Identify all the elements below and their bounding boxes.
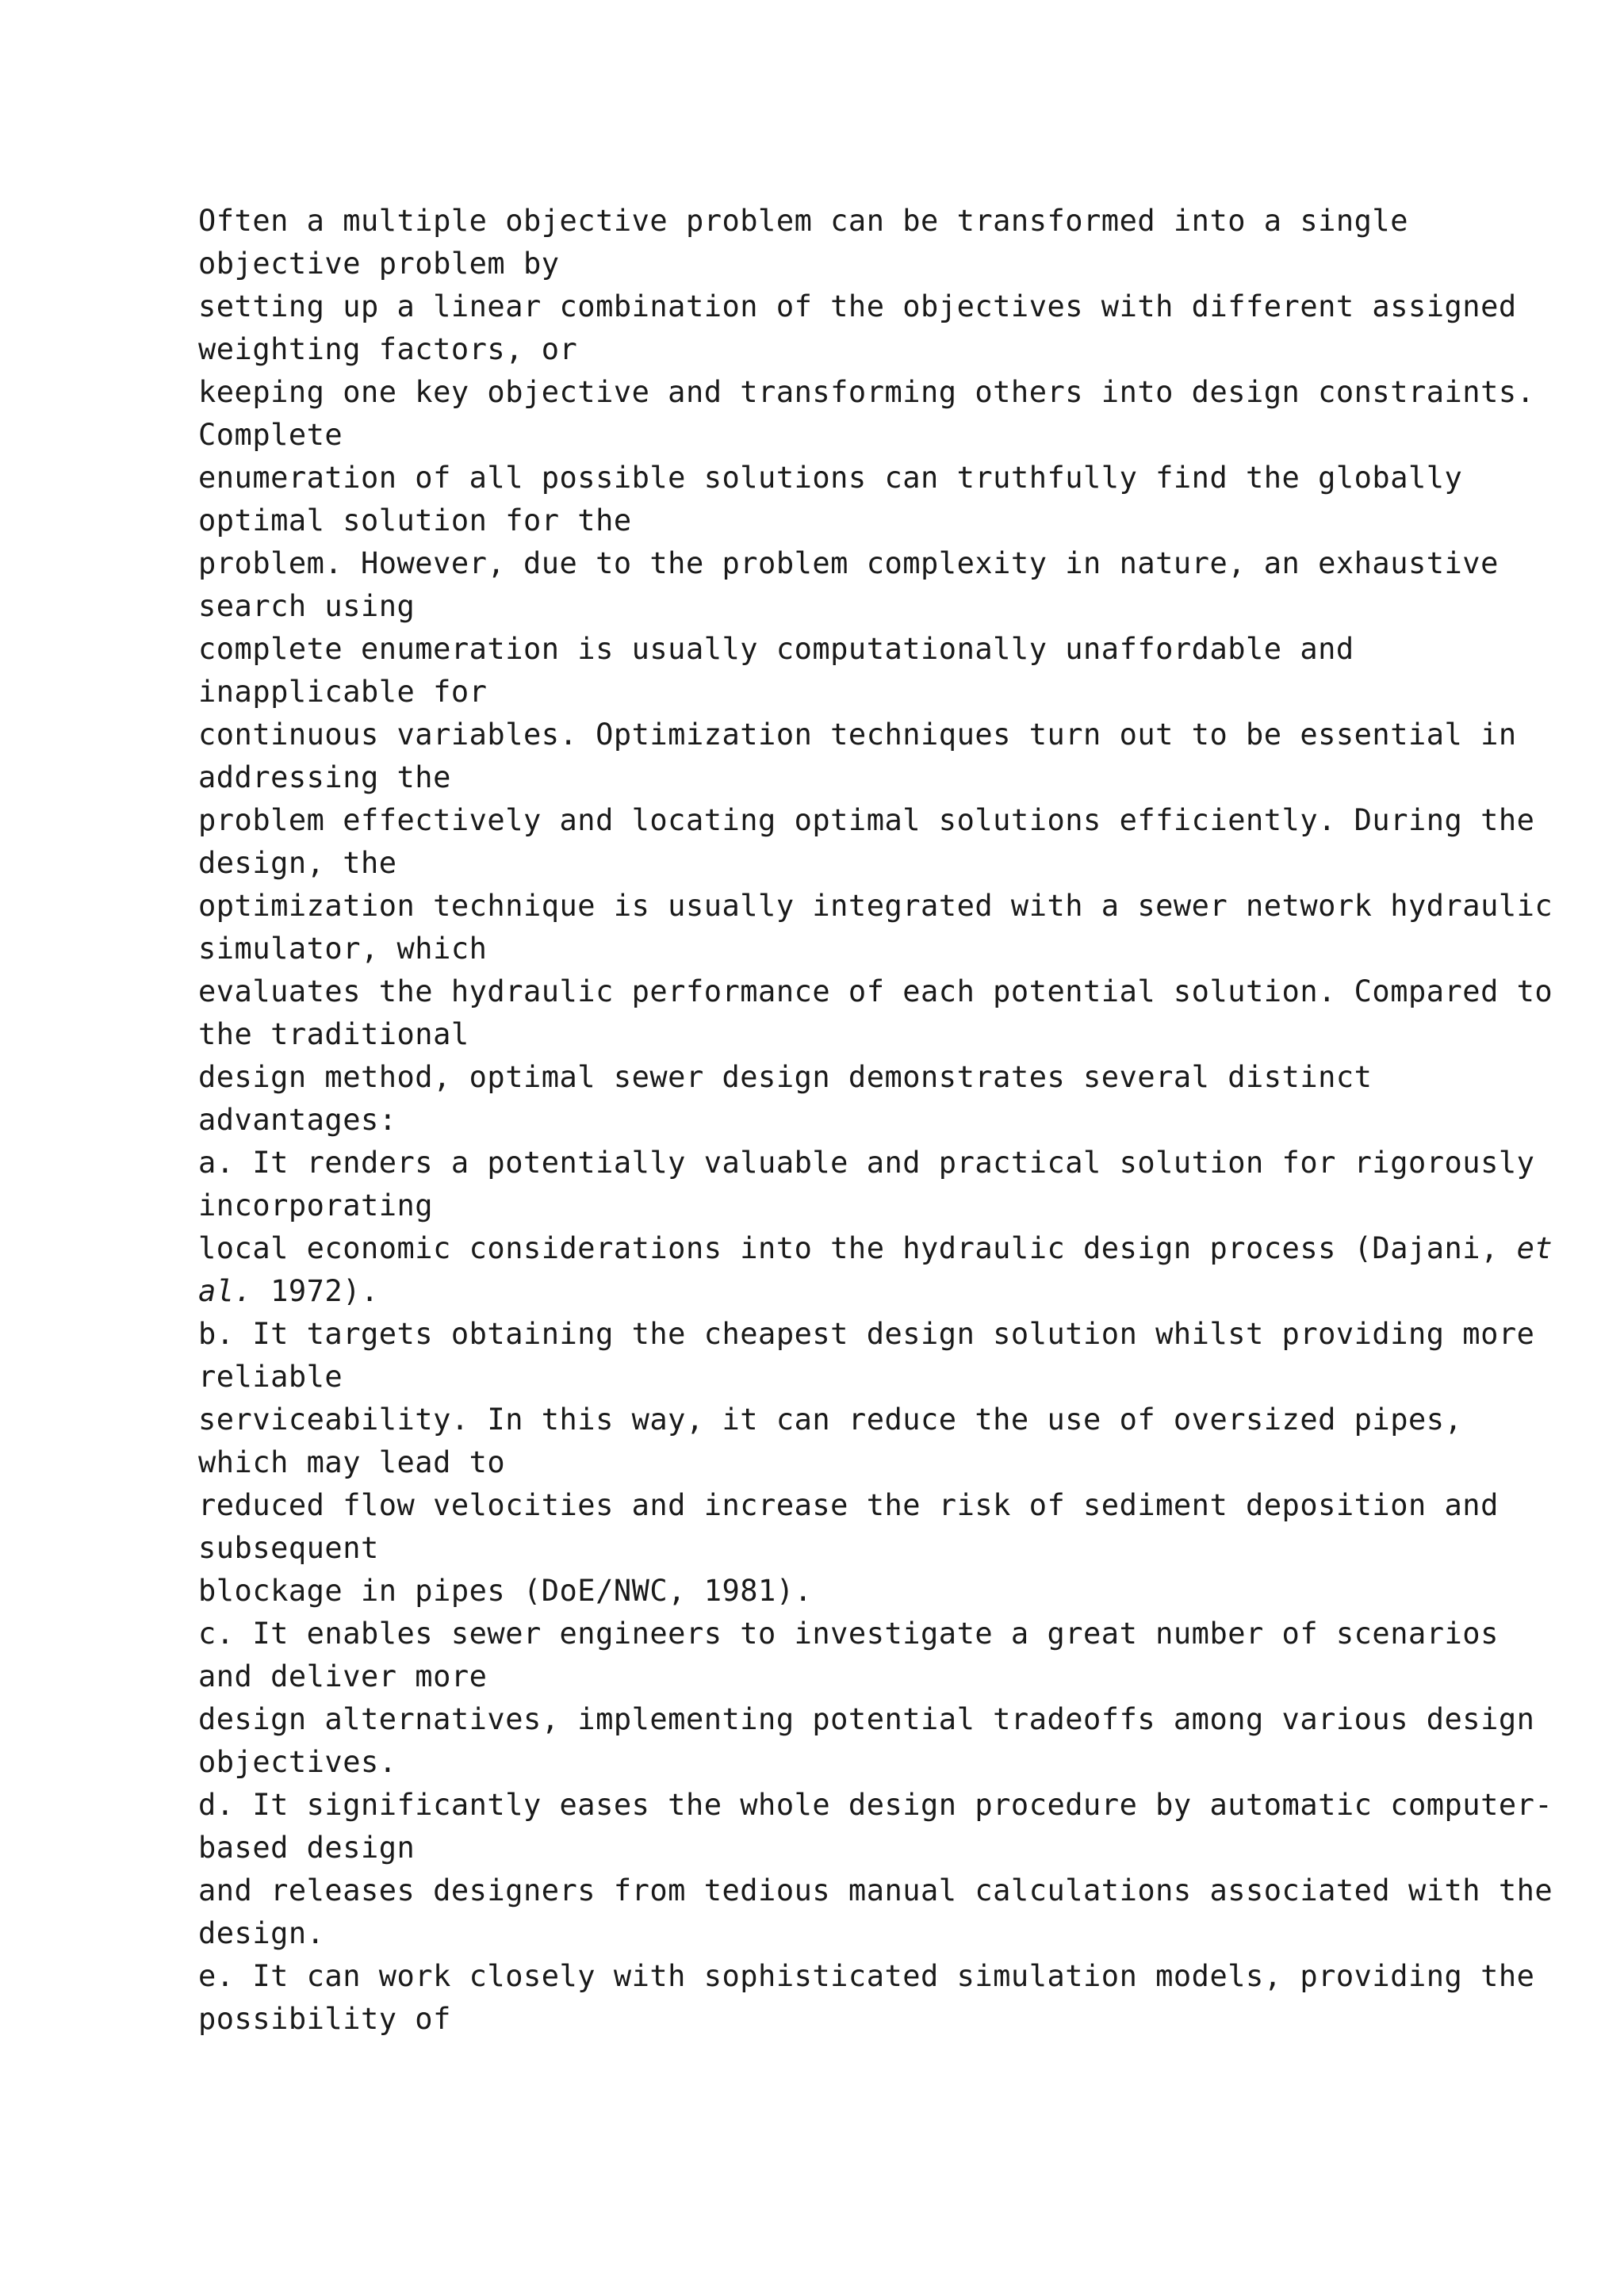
text-run: enumeration of all possible solutions can truthfully find the globally bbox=[198, 461, 1463, 495]
text-line bbox=[198, 1270, 1499, 1313]
text-run: which may lead to bbox=[198, 1445, 506, 1479]
text-run: setting up a linear combination of the objectives with different assigned bbox=[198, 289, 1517, 323]
text-run: b. It targets obtaining the cheapest design solution whilst providing more bbox=[198, 1317, 1535, 1351]
text-run: blockage in pipes (DoE/NWC, 1981). bbox=[198, 1574, 813, 1608]
text-line bbox=[198, 457, 1499, 499]
text-run: inapplicable for bbox=[198, 675, 488, 709]
text-line bbox=[198, 1399, 1499, 1441]
text-line bbox=[198, 1527, 1499, 1570]
italic-text-run: al. bbox=[198, 1274, 253, 1308]
text-run: 1972). bbox=[252, 1274, 379, 1308]
text-line bbox=[198, 1912, 1499, 1955]
text-line bbox=[198, 585, 1499, 628]
text-run: design alternatives, implementing potential tradeoffs among various design bbox=[198, 1702, 1535, 1736]
text-line bbox=[198, 1827, 1499, 1869]
text-run: subsequent bbox=[198, 1531, 379, 1565]
text-run: d. It significantly eases the whole design procedure by automatic computer- bbox=[198, 1788, 1553, 1822]
text-line bbox=[198, 1227, 1553, 1270]
text-line bbox=[198, 1613, 1499, 1655]
text-run: problem. However, due to the problem complexity in nature, an exhaustive bbox=[198, 546, 1499, 580]
text-line bbox=[198, 1741, 1499, 1784]
text-run: and deliver more bbox=[198, 1659, 488, 1693]
text-line bbox=[198, 1484, 1499, 1527]
text-line bbox=[198, 1441, 1499, 1484]
text-line bbox=[198, 842, 1499, 885]
text-line bbox=[198, 414, 1499, 457]
text-line bbox=[198, 1955, 1535, 1998]
text-run: optimization technique is usually integrated with a sewer network hydraulic bbox=[198, 889, 1553, 923]
text-run: and releases designers from tedious manual calculations associated with the bbox=[198, 1873, 1553, 1908]
text-line bbox=[198, 328, 1499, 371]
text-run: incorporating bbox=[198, 1188, 434, 1223]
text-run: c. It enables sewer engineers to investigate a great number of scenarios bbox=[198, 1617, 1499, 1651]
text-line bbox=[198, 371, 1535, 414]
body-text bbox=[198, 200, 1553, 2041]
text-run: design method, optimal sewer design demonstrates several distinct bbox=[198, 1060, 1373, 1094]
text-line bbox=[198, 628, 1499, 671]
text-line bbox=[198, 1784, 1553, 1827]
text-line bbox=[198, 1056, 1499, 1099]
text-run: advantages: bbox=[198, 1103, 397, 1137]
text-run: design, the bbox=[198, 846, 397, 880]
text-line bbox=[198, 1184, 1499, 1227]
text-run: objectives. bbox=[198, 1745, 397, 1779]
text-line bbox=[198, 1356, 1499, 1399]
text-run: objective problem by bbox=[198, 247, 560, 281]
text-line bbox=[198, 799, 1535, 842]
text-line bbox=[198, 1142, 1535, 1184]
text-run: continuous variables. Optimization techniques turn out to be essential in bbox=[198, 718, 1517, 752]
text-run: complete enumeration is usually computationally unaffordable and bbox=[198, 632, 1354, 666]
text-run: search using bbox=[198, 589, 416, 623]
text-run: design. bbox=[198, 1916, 325, 1950]
text-run: the traditional bbox=[198, 1017, 469, 1051]
text-line bbox=[198, 1570, 1499, 1613]
text-line bbox=[198, 499, 1499, 542]
text-line bbox=[198, 1655, 1499, 1698]
text-run: keeping one key objective and transforming others into design constraints. bbox=[198, 375, 1535, 409]
text-run: reduced flow velocities and increase the risk of sediment deposition and bbox=[198, 1488, 1499, 1522]
text-run: simulator, which bbox=[198, 932, 488, 966]
text-line bbox=[198, 1698, 1535, 1741]
text-run: problem effectively and locating optimal solutions efficiently. During the bbox=[198, 803, 1535, 837]
text-run: Often a multiple objective problem can be transformed into a single bbox=[198, 204, 1408, 238]
text-run: optimal solution for the bbox=[198, 503, 632, 538]
text-line bbox=[198, 1869, 1553, 1912]
text-run: weighting factors, or bbox=[198, 332, 578, 366]
text-run: a. It renders a potentially valuable and practical solution for rigorously bbox=[198, 1146, 1535, 1180]
text-line bbox=[198, 1013, 1499, 1056]
text-run: local economic considerations into the hydraulic design process (Dajani, bbox=[198, 1231, 1517, 1265]
text-run: possibility of bbox=[198, 2002, 451, 2036]
text-run: reliable bbox=[198, 1360, 343, 1394]
text-line bbox=[198, 1998, 1499, 2041]
text-line bbox=[198, 671, 1499, 714]
text-line bbox=[198, 1313, 1535, 1356]
text-run: evaluates the hydraulic performance of each potential solution. Compared to bbox=[198, 974, 1553, 1008]
text-run: addressing the bbox=[198, 760, 451, 794]
text-run: e. It can work closely with sophisticated simulation models, providing the bbox=[198, 1959, 1535, 1993]
text-run: serviceability. In this way, it can reduce the use of oversized pipes, bbox=[198, 1402, 1463, 1437]
text-line bbox=[198, 928, 1499, 970]
text-line bbox=[198, 885, 1553, 928]
text-line bbox=[198, 200, 1499, 243]
text-line bbox=[198, 285, 1517, 328]
text-line bbox=[198, 756, 1499, 799]
text-line bbox=[198, 542, 1499, 585]
text-line bbox=[198, 1099, 1499, 1142]
italic-text-run: et bbox=[1516, 1231, 1553, 1265]
text-run: Complete bbox=[198, 418, 343, 452]
text-line bbox=[198, 970, 1553, 1013]
text-line bbox=[198, 714, 1517, 756]
text-line bbox=[198, 243, 1499, 285]
text-run: based design bbox=[198, 1831, 416, 1865]
